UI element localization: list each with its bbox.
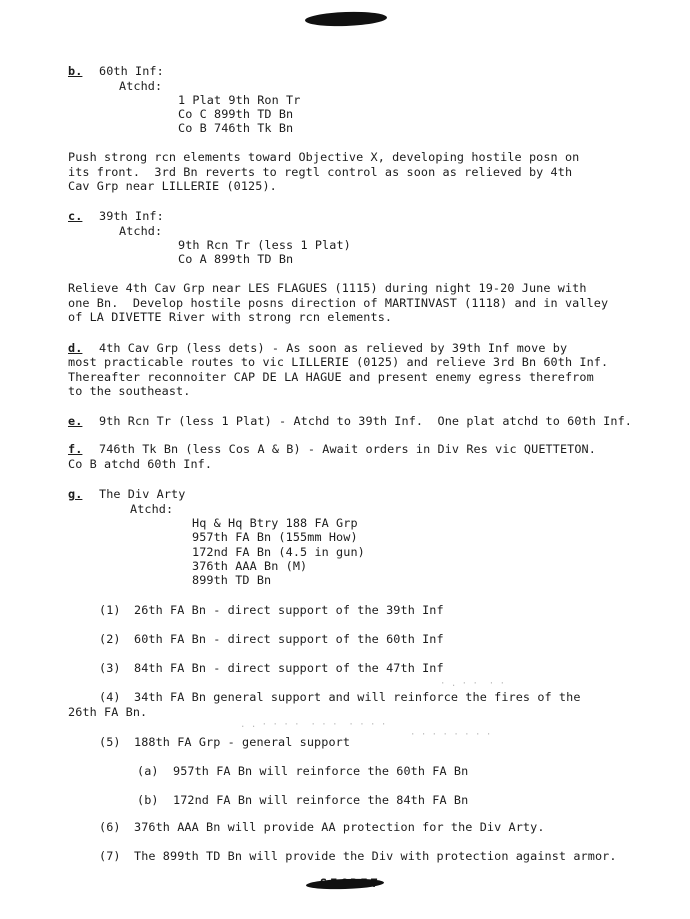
item-number: (7) [99, 849, 121, 863]
para-c-attached-label: Atchd: [119, 224, 163, 238]
para-g-attachment: Hq & Hq Btry 188 FA Grp [192, 516, 358, 530]
para-b-order-line: its front. 3rd Bn reverts to regtl control as soon as relieved by 4th [68, 165, 573, 179]
para-b-unit: 60th Inf: [99, 64, 164, 78]
para-d-line: Thereafter reconnoiter CAP DE LA HAGUE and present enemy egress therefrom [68, 370, 594, 384]
bleed-through-text: · · · · · · · · [410, 730, 492, 740]
subitem-text: 172nd FA Bn will reinforce the 84th FA Bn [173, 793, 469, 807]
para-g-attached-label: Atchd: [130, 502, 174, 516]
item-number: (6) [99, 820, 121, 834]
subitem-number: (b) [137, 793, 159, 807]
subitem-number: (a) [137, 764, 159, 778]
para-b-attachment: Co B 746th Tk Bn [178, 121, 294, 135]
para-b-attachment: Co C 899th TD Bn [178, 107, 294, 121]
item-text: 26th FA Bn - direct support of the 39th Inf [134, 603, 444, 617]
para-b-attachment: 1 Plat 9th Ron Tr [178, 93, 301, 107]
para-f-line: 746th Tk Bn (less Cos A & B) - Await orders in Div Res vic QUETTETON. [99, 442, 596, 456]
para-b-order-line: Push strong rcn elements toward Objective X, developing hostile posn on [68, 150, 580, 164]
item-number: (5) [99, 735, 121, 749]
item-number: (4) [99, 690, 121, 704]
para-e-text: 9th Rcn Tr (less 1 Plat) - Atchd to 39th Inf. One plat atchd to 60th Inf. [99, 414, 632, 428]
item-text: The 899th TD Bn will provide the Div with protection against armor. [134, 849, 617, 863]
para-g-attachment: 899th TD Bn [192, 573, 272, 587]
item-text: 84th FA Bn - direct support of the 47th Inf [134, 661, 444, 675]
para-g-letter: g. [68, 487, 83, 501]
para-c-order-line: of LA DIVETTE River with strong rcn elements. [68, 310, 393, 324]
bleed-through-text: · . · · · · [440, 679, 506, 689]
para-e-letter: e. [68, 414, 83, 428]
para-g-attachment: 376th AAA Bn (M) [192, 559, 308, 573]
para-c-order-line: one Bn. Develop hostile posns direction of MARTINVAST (1118) and in valley [68, 296, 609, 310]
para-d-line: 4th Cav Grp (less dets) - As soon as relieved by 39th Inf move by [99, 341, 568, 355]
para-g-unit: The Div Arty [99, 487, 186, 501]
para-c-letter: c. [68, 209, 83, 223]
para-d-line: to the southeast. [68, 384, 191, 398]
item-text: 34th FA Bn general support and will reinforce the fires of the [134, 690, 581, 704]
item-text: 60th FA Bn - direct support of the 60th Inf [134, 632, 444, 646]
para-b-letter: b. [68, 64, 83, 78]
item-continuation: 26th FA Bn. [68, 705, 148, 719]
para-c-attachment: 9th Rcn Tr (less 1 Plat) [178, 238, 351, 252]
subitem-text: 957th FA Bn will reinforce the 60th FA Bn [173, 764, 469, 778]
para-g-attachment: 957th FA Bn (155mm How) [192, 530, 358, 544]
para-g-attachment: 172nd FA Bn (4.5 in gun) [192, 545, 365, 559]
item-number: (2) [99, 632, 121, 646]
para-c-unit: 39th Inf: [99, 209, 164, 223]
item-number: (1) [99, 603, 121, 617]
item-number: (3) [99, 661, 121, 675]
para-f-line: Co B atchd 60th Inf. [68, 457, 213, 471]
para-d-line: most practicable routes to vic LILLERIE (0125) and relieve 3rd Bn 60th Inf. [68, 355, 609, 369]
bleed-through-text: . . · · · · · · · · · · · [240, 720, 387, 730]
header-redaction [305, 11, 387, 28]
para-b-order-line: Cav Grp near LILLERIE (0125). [68, 179, 277, 193]
para-f-letter: f. [68, 442, 83, 456]
item-text: 376th AAA Bn will provide AA protection for the Div Arty. [134, 820, 545, 834]
para-d-letter: d. [68, 341, 83, 355]
para-c-attachment: Co A 899th TD Bn [178, 252, 294, 266]
para-b-attached-label: Atchd: [119, 79, 163, 93]
para-c-order-line: Relieve 4th Cav Grp near LES FLAGUES (1115) during night 19-20 June with [68, 281, 587, 295]
item-text: 188th FA Grp - general support [134, 735, 351, 749]
